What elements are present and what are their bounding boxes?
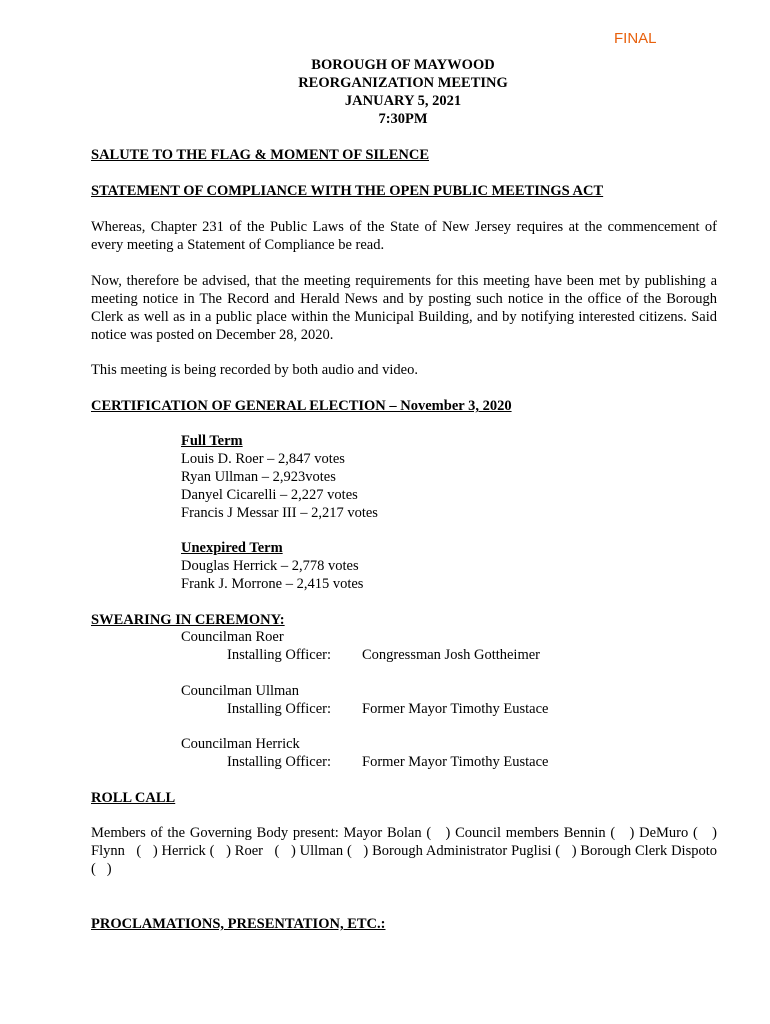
document-header	[0, 56, 770, 128]
final-stamp: FINAL	[614, 30, 657, 47]
header-meeting: REORGANIZATION MEETING	[298, 75, 508, 91]
list-item: Danyel Cicarelli – 2,227 votes	[181, 487, 358, 503]
recording-notice: This meeting is being recorded by both audio and video.	[91, 362, 418, 378]
list-item: Louis D. Roer – 2,847 votes	[181, 451, 345, 467]
header-date: JANUARY 5, 2021	[344, 93, 462, 109]
list-item: Douglas Herrick – 2,778 votes	[181, 558, 359, 574]
installing-officer-label: Installing Officer:	[227, 754, 332, 770]
installing-officer-name: Former Mayor Timothy Eustace	[362, 754, 549, 770]
salute-heading: SALUTE TO THE FLAG & MOMENT OF SILENCE	[91, 147, 430, 163]
unexpired-term-results	[181, 539, 363, 593]
certification-heading: CERTIFICATION OF GENERAL ELECTION – November 3, 2020	[91, 398, 512, 414]
installing-officer-label: Installing Officer:	[227, 701, 332, 717]
header-time: 7:30PM	[378, 111, 428, 127]
compliance-paragraph-1: Whereas, Chapter 231 of the Public Laws of the State of New Jersey requires at the commencement of every meeting a Statement of Compliance be read.	[91, 219, 717, 253]
list-item: Francis J Messar III – 2,217 votes	[181, 505, 378, 521]
swearing-heading: SWEARING IN CEREMONY:	[91, 612, 285, 628]
list-item: Frank J. Morrone – 2,415 votes	[181, 576, 364, 592]
roll-call-heading: ROLL CALL	[91, 790, 176, 806]
compliance-heading: STATEMENT OF COMPLIANCE WITH THE OPEN PUBLIC MEETINGS ACT	[91, 183, 604, 199]
proclamations-heading: PROCLAMATIONS, PRESENTATION, ETC.:	[91, 916, 386, 932]
full-term-results	[181, 432, 378, 522]
unexpired-term-title: Unexpired Term	[181, 540, 283, 556]
swearing-member-herrick: Councilman Herrick	[181, 736, 300, 752]
swearing-member-ullman: Councilman Ullman	[181, 683, 299, 699]
installing-officer-label: Installing Officer:	[227, 647, 332, 663]
header-borough: BOROUGH OF MAYWOOD	[311, 57, 495, 73]
installing-officer-name: Former Mayor Timothy Eustace	[362, 701, 549, 717]
list-item: Ryan Ullman – 2,923votes	[181, 469, 336, 485]
installing-officer-name: Congressman Josh Gottheimer	[362, 647, 541, 663]
swearing-member-roer: Councilman Roer	[181, 629, 284, 645]
compliance-paragraph-2: Now, therefore be advised, that the meeting requirements for this meeting have been met by publishing a meeting notice in The Record and Herald News and by posting such notice in the office of the Borough Clerk as well as in a public place within the Municipal Building, and by notifying interested citizens. Said notice was posted on December 28, 2020.	[91, 273, 717, 343]
roll-call-text: Members of the Governing Body present: Mayor Bolan ( ) Council members Bennin ( ) DeMuro ( ) Flynn ( ) Herrick ( ) Roer ( ) Ullman ( ) Borough Administrator Puglisi ( ) Borough Clerk Dispoto ( )	[91, 825, 721, 877]
full-term-title: Full Term	[181, 433, 243, 449]
